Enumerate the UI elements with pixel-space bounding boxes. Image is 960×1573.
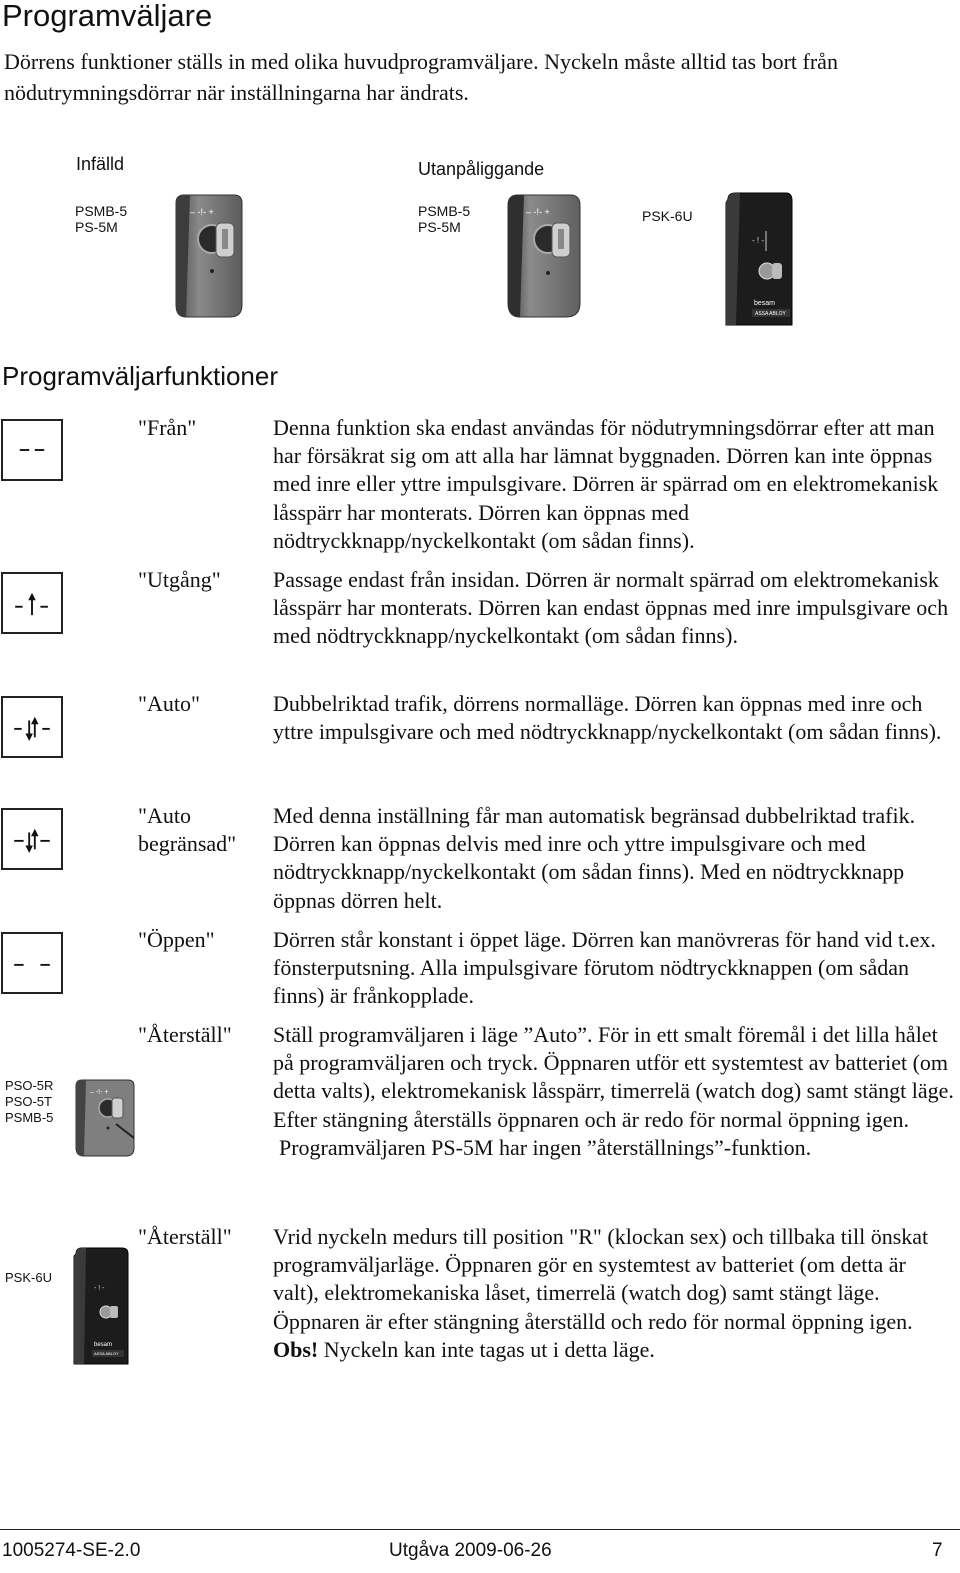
footer-edition: Utgåva 2009-06-26 — [389, 1540, 552, 1561]
program-selector-psk6u-small-image — [72, 1246, 132, 1366]
reset2-desc: Vrid nyckeln medurs till position "R" (klockan sex) och tillbaka till önskat programväljarläge. Öppnaren gör en systemtest av batteriet (om detta är valt), elektromekaniska låset, timerrelä (watch dog) samt stängt läge. Öppnaren är efter stängning återställd och redo för normal öppning igen. Obs! Nyckeln kan inte tagas ut i detta läge. — [273, 1223, 957, 1364]
mode-desc-auto: Dubbelriktad trafik, dörrens normalläge. Dörren kan öppnas med inre och yttre impulsgivare och med nödtryckknapp/nyckelkontakt (om sådan finns). — [273, 691, 942, 745]
surface-label: Utanpåliggande — [418, 159, 545, 179]
mode-name-off: "Från" — [138, 415, 197, 440]
off-mode-icon — [1, 419, 63, 481]
mode-name-open: "Öppen" — [138, 927, 215, 952]
reset2-model: PSK-6U — [5, 1270, 52, 1285]
reset1-note: Programväljaren PS-5M har ingen ”återställnings”-funktion. — [279, 1134, 812, 1160]
svg-text:- ! -: - ! - — [94, 1285, 105, 1292]
footer-doc-number: 1005274-SE-2.0 — [2, 1540, 141, 1561]
auto-mode-icon — [1, 696, 63, 758]
svg-text:- ! -: - ! - — [752, 236, 764, 245]
mode-desc-auto-limited: Med denna inställning får man automatisk begränsad dubbelriktad trafik. Dörren kan öppnas delvis med inre och yttre impulsgivare och med nödtryckknapp/nyckelkontakt (om sådan finns). Med en nödtryckknapp öppnas dörren helt. — [273, 803, 916, 913]
auto-limited-mode-icon — [1, 808, 63, 870]
svg-text:besam: besam — [754, 300, 776, 307]
mode-name-auto: "Auto" — [138, 691, 200, 716]
recessed-label: Infälld — [76, 154, 125, 174]
section-title: Programväljarfunktioner — [2, 361, 279, 391]
svg-text:besam: besam — [94, 1342, 113, 1348]
mode-name-exit: "Utgång" — [138, 567, 221, 592]
intro-text: Dörrens funktioner ställs in med olika huvudprogramväljare. Nyckeln måste alltid tas bort från nödutrymningsdörrar när inställningarna har ändrats. — [4, 49, 838, 105]
svg-text:– -!- +: – -!- + — [90, 1089, 109, 1096]
mode-desc-open: Dörren står konstant i öppet läge. Dörren kan manövreras för hand vid t.ex. fönsterputsning. Alla impulsgivare förutom nödtryckknappen (om sådan finns) är frånkopplade. — [273, 927, 936, 1009]
reset1-models: PSO-5R PSO-5T PSMB-5 — [5, 1078, 54, 1125]
svg-text:– -!- +: – -!- + — [526, 207, 550, 217]
obs-label: Obs! — [273, 1336, 319, 1362]
device3-model: PSK-6U — [642, 208, 693, 224]
mode-desc-off: Denna funktion ska endast användas för nödutrymningsdörrar efter att man har försäkrat sig om att alla har lämnat byggnaden. Dörren kan inte öppnas med inre eller yttre impulsgivare. Dörren är spärrad om en elektromekanisk låsspärr har monterats. Dörren kan öppnas med nödtryckknapp/nyckelkontakt (om sådan finns). — [273, 415, 939, 553]
mode-desc-exit: Passage endast från insidan. Dörren är normalt spärrad om elektromekanisk låsspärr har monterats. Dörren kan endast öppnas med inre impulsgivare och med nödtryckknapp/nyckelkontakt (om sådan finns). — [273, 567, 949, 649]
device2-models: PSMB-5 PS-5M — [418, 203, 471, 235]
footer-page-number: 7 — [932, 1540, 943, 1561]
page-title: Programväljare — [2, 0, 213, 33]
exit-mode-icon — [1, 572, 63, 634]
device1-models: PSMB-5 PS-5M — [75, 203, 128, 235]
reset2-name: "Återställ" — [138, 1224, 232, 1249]
footer-rule — [0, 1529, 960, 1530]
program-selector-psmb5-recessed-image — [172, 193, 244, 319]
svg-text:– -!- +: – -!- + — [190, 207, 214, 217]
reset1-desc: Ställ programväljaren i läge ”Auto”. För in ett smalt föremål i det lilla hålet på programväljaren och tryck. Öppnaren utför ett systemtest av batteriet (om detta valts), elektromekanisk låsspärr, timerrelä (watch dog) samt stängt läge. Efter stängning återställs öppnaren och är redo för normal öppning igen. Programväljaren PS-5M har ingen ”återställnings”-funktion. — [273, 1021, 957, 1162]
obs-text: Nyckeln kan inte tagas ut i detta läge. — [323, 1336, 655, 1362]
open-mode-icon — [1, 932, 63, 994]
svg-text:ASSA ABLOY: ASSA ABLOY — [755, 311, 786, 317]
reset1-name: "Återställ" — [138, 1022, 232, 1047]
program-selector-psmb5-surface-image — [504, 193, 582, 319]
mode-name-auto-limited: "Auto begränsad" — [138, 803, 237, 856]
program-selector-pso5-image — [72, 1078, 138, 1158]
reset2-obs — [273, 1336, 957, 1364]
svg-text:ASSA ABLOY: ASSA ABLOY — [94, 1351, 119, 1356]
program-selector-psk6u-image — [722, 191, 796, 327]
